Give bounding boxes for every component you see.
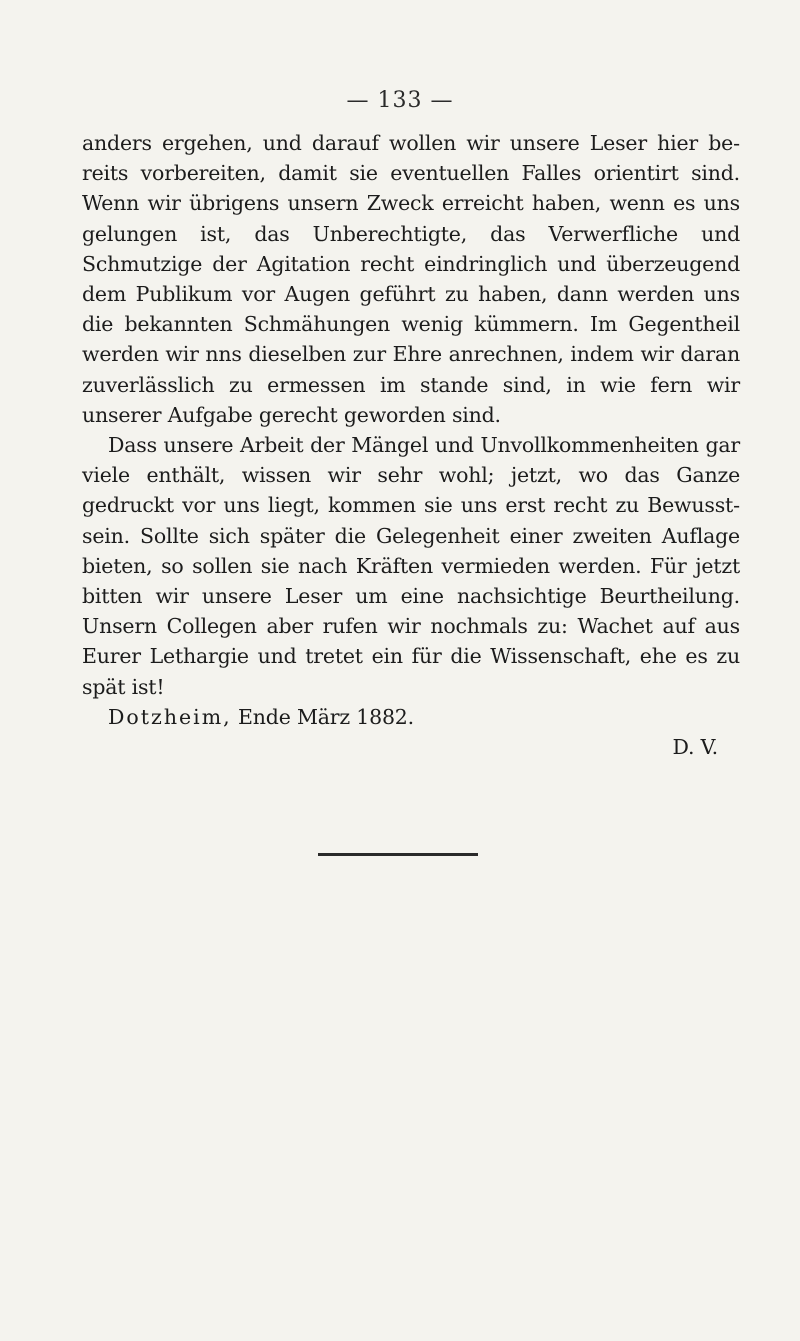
closing-rule	[318, 853, 478, 856]
page-number: — 133 —	[346, 88, 454, 113]
signature: D. V.	[672, 735, 718, 760]
body-text	[82, 128, 740, 762]
paragraph-1: anders ergehen, und darauf wollen wir unsere Leser hier bereits vorbereiten, damit sie eventuellen Falles orientirt sind. Wenn wir übrigens unsern Zweck erreicht haben, wenn es uns gelungen ist, das Unberechtigte, das Verwerfliche und Schmutzige der Agitation recht eindringlich und überzeugend dem Publikum vor Augen geführt zu haben, dann werden uns die bekannten Schmähungen wenig kümmern. Im Gegentheil werden wir nns dieselben zur Ehre anrechnen, indem wir daran zuverlässlich zu ermessen im stande sind, in wie fern wir unserer Aufgabe gerecht geworden sind.	[82, 131, 740, 427]
paragraph-2: Dass unsere Arbeit der Mängel und Unvollkommenheiten gar viele enthält, wissen wir sehr wohl; jetzt, wo das Ganze gedruckt vor uns liegt, kommen sie uns erst recht zu Bewusstsein. Sollte sich später die Gelegenheit einer zweiten Auflage bieten, so sollen sie nach Kräften vermieden werden. Für jetzt bitten wir unsere Leser um eine nachsichtige Beurtheilung. Unsern Collegen aber rufen wir nochmals zu: Wachet auf aus Eurer Lethargie und tretet ein für die Wissenschaft, ehe es zu spät ist!	[82, 433, 740, 699]
place: Dotzheim,	[108, 704, 232, 729]
date: Ende März 1882.	[238, 704, 414, 729]
place-date-line	[82, 702, 740, 732]
